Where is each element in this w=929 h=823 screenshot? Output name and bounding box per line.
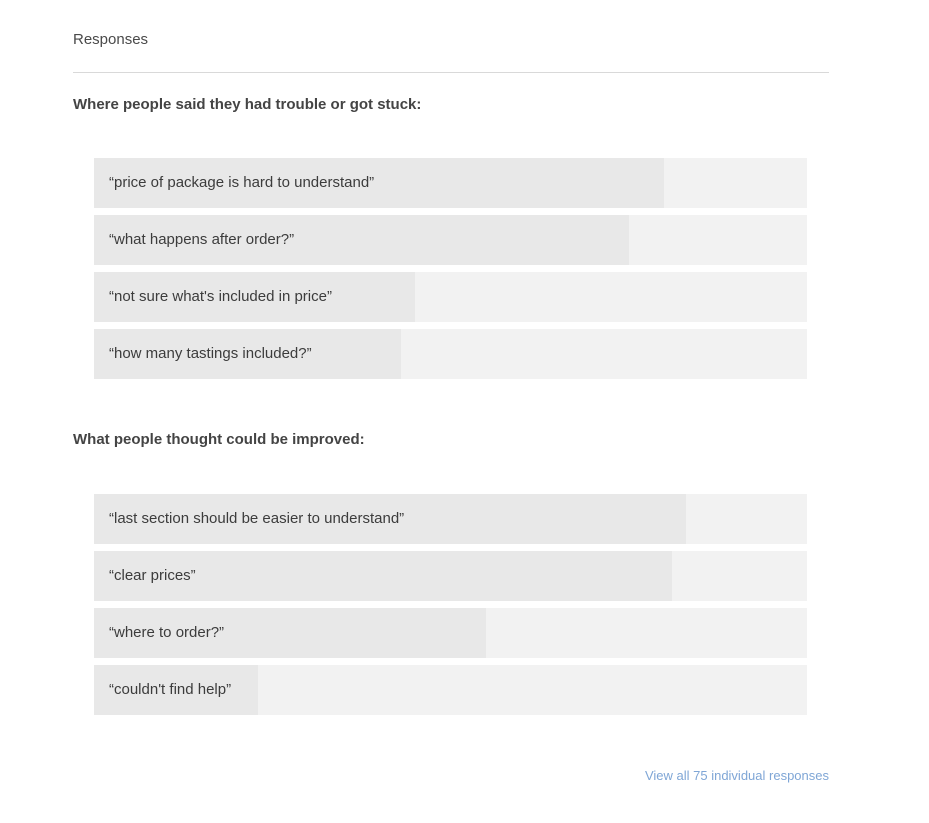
response-bar [94,158,807,208]
response-list-improvements [94,494,807,722]
response-bar [94,608,807,658]
response-label: “last section should be easier to understand” [109,510,405,527]
response-label: “what happens after order?” [109,231,295,248]
response-label: “clear prices” [109,567,196,584]
response-bar [94,494,807,544]
response-label: “how many tastings included?” [109,345,312,362]
response-bar [94,272,807,322]
page-title: Responses [73,31,149,48]
response-list-trouble [94,158,807,386]
response-label: “not sure what's included in price” [109,288,332,305]
response-bar [94,215,807,265]
response-bar [94,329,807,379]
response-label: “where to order?” [109,624,225,641]
section-title-improvements: What people thought could be improved: [73,431,365,448]
response-label: “couldn't find help” [109,681,232,698]
response-label: “price of package is hard to understand” [109,174,375,191]
response-bar [94,551,807,601]
section-title-trouble: Where people said they had trouble or got stuck: [73,96,422,113]
response-bar [94,665,807,715]
view-all-responses-link[interactable]: View all 75 individual responses [644,768,829,783]
header-divider [73,72,829,73]
